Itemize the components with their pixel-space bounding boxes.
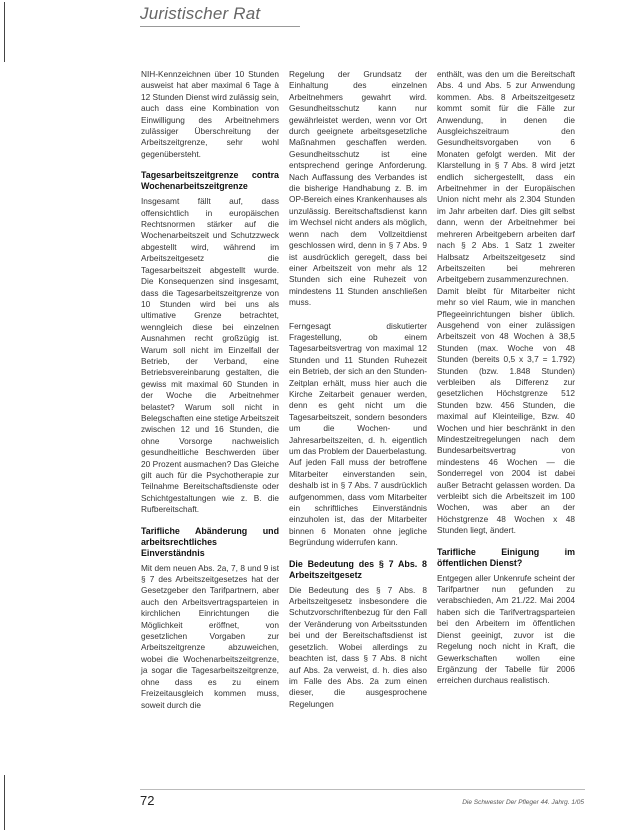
text-column-2 [289,69,427,710]
section-heading: Die Bedeutung des § 7 Abs. 8 Arbeitszeitgesetz [289,558,427,580]
section-heading: Tagesarbeitszeitgrenze contra Wochenarbeitszeitgrenze [141,170,279,192]
body-paragraph: enthält, was den um die Bereitschaft Abs. 4 und Abs. 5 zur Anwendung kommen. Abs. 8 Arbeitszeitgesetz kommt somit für die Fälle zur Anwendung, in denen die Ausgleichszeitraum den Gesundheitsvorgaben von 6 Monaten gefolgt werden. Mit der Klarstellung in § 7 Abs. 8 wird jetzt endlich sichergestellt, dass ein Arbeitnehmer in der Europäischen Union nicht mehr als 2.304 Stunden im Jahr arbeiten darf. Dies gilt selbst dann, wenn der Arbeitnehmer bei mehreren Arbeitgebern arbeiten darf nach § 2 Abs. 1 Satz 1 zweiter Halbsatz Arbeitszeitgesetz sind Arbeitszeiten bei mehreren Arbeitgebern zusammenzurechnen. [437,69,575,285]
body-paragraph: Entgegen aller Unkenrufe scheint der Tarifpartner nun gefunden zu verabschieden, Am 21./22. Mai 2004 haben sich die Tarifvertragsparteien bei den Arbeitern im öffentlichen Dienst geeinigt, zuvor ist die Regelung noch nicht in Kraft, die Gewerkschaften wollen eine Ergänzung der Tabelle für 2006 erreichen durchaus realistisch. [437,572,575,686]
footer-rule [140,789,585,790]
body-paragraph: Damit bleibt für Mitarbeiter nicht mehr so viel Raum, wie in manchen Pflegeeinrichtungen bisher üblich. Ausgehend von einer zulässigen Arbeitszeit von 48 Wochen à 38,5 Stunden (max. Woche von 48 Stunden (bereits 0,5 x 3,7 = 1.792) Stunden (bzw. 1.848 Stunden) verbleiben als Differenz zur gesetzlichen Höchstgrenze 512 Stunden bzw. 456 Stunden, die maximal auf Kleinteilige, Bzw. 40 Wochen und hier beschränkt in den Mindestzeitregelungen nach dem Bundesarbeitsvertrag von mindestens 46 Wochen — die Sonderregel von 2004 ist dabei außer Betracht gelassen worden. Da verbleibt sich die Arbeitszeit im 100 Wochen, was aber an der Höchstgrenze 48 Wochen x 48 Stunden liegt, ändert. [437,285,575,536]
body-paragraph: Mit dem neuen Abs. 2a, 7, 8 und 9 ist § 7 des Arbeitszeitgesetzes hat der Gesetzgeber den Tarifpartnern, aber auch den Arbeitsvertragsparteien in kirchlichen Einrichtungen die Möglichkeit eröffnet, von gesetzlichen Vorgaben zur Arbeitszeitgrenze abzuweichen, wobei die Wochenarbeitszeitgrenze, ja sogar die Tagesarbeitszeitgrenze, ohne dass es zu einem Freizeitausgleich kommen muss, soweit durch die [141,562,279,710]
journal-reference: Die Schwester Der Pfleger 44. Jahrg. 1/05 [462,799,584,806]
body-paragraph: Ferngesagt diskutierter Fragestellung, ob einem Tagesarbeitsvertrag von maximal 12 Stunden und 11 Stunden Ruhezeit ein Betrieb, der sich an den Stunden-Zeitplan erhält, muss hier auch die Kirche Zeitarbeit genauer werden, denn es geht nicht um die Tagesarbeitszeit, sondern besonders um die Wochen- und Jahresarbeitszeiten, d. h. eigentlich um das Problem der Dauerbelastung. Auf jeden Fall muss der betroffene Mitarbeiter einverstanden sein, deshalb ist in § 7 Abs. 7 ausdrücklich aufgenommen, dass vom Mitarbeiter ein schriftliches Einverständnis einzuholen ist, das der Mitarbeiter binnen 6 Monaten ohne jegliche Begründung widerrufen kann. [289,320,427,548]
margin-mark-bottom [4,775,5,830]
body-paragraph: Regelung der Grundsatz der Einhaltung des einzelnen Arbeitnehmers gewahrt wird. Gesundheitsschutz kann nur gewährleistet werden, wenn vor Ort durch geeignete arbeitsgesetzliche Maßnahmen geschaffen werden. Gesundheitsschutz ist eine entsprechend geringe Anforderung. Nach Auffassung des Verbandes ist die bisherige Handhabung z. B. im OP-Bereich eines Krankenhauses als unzulässig. Bereitschaftsdienst kann im Wechsel nicht anders als möglich, wenn nach dem Vollzeitdienst geschlossen wird, denn in § 7 Abs. 9 ist ausdrücklich geregelt, dass bei einer Arbeitszeit von mehr als 12 Stunden sich eine Ruhezeit von mindestens 11 Stunden anschließen muss. [289,69,427,308]
paragraph-gap [289,309,427,321]
section-title: Juristischer Rat [140,4,261,23]
body-paragraph: NIH-Kennzeichnen über 10 Stunden ausweist hat aber maximal 6 Tage à 12 Stunden Dienst wird zulässig sein, auch dass eine Kombination von Einwilligung des Arbeitnehmers zulässiger Überschreitung der Arbeitszeitgrenze, sehr wohl gegenübersteht. [141,69,279,159]
section-heading: Tarifliche Einigung im öffentlichen Dienst? [437,546,575,568]
page-header [0,0,619,26]
header-rule [140,26,300,27]
body-paragraph: Insgesamt fällt auf, dass offensichtlich in europäischen Rechtsnormen stärker auf die Wochenarbeitszeit und Schutzzweck abgestellt wird, während im Arbeitszeitgesetz die Tagesarbeitszeit abgestellt wurde. Die Konsequenzen sind insgesamt, dass die Tagesarbeitszeitgrenze von 10 Stunden wird bei uns als ultimative Grenze betrachtet, wenngleich diese bei einzelnen Ausnahmen recht großzügig ist. Warum soll nicht im Einzelfall der Betrieb, der Verband, eine Betriebsvereinbarung gestalten, die gewiss mit maximal 60 Stunden in der Woche die Arbeitnehmer belastet? Warum soll nicht in Belegschaften eine stetige Arbeitszeit zwischen 12 und 16 Stunden, die ohne Vorsorge nachweislich gesundheitliche Beschwerden über 20 Prozent ausmachen? Das Gleiche gilt auch für die Psychotherapie zur Teilnahme Bereitschaftsdienste oder Schichtgestaltungen wie z. B. die Rufbereitschaft. [141,196,279,515]
page-number: 72 [140,793,155,808]
body-paragraph: Die Bedeutung des § 7 Abs. 8 Arbeitszeitgesetz insbesondere die Schutzvorschriftenbezug für den Fall der Veränderung von Arbeitsstunden bei und der Bereitschaftsdienst ist gesetzlich. Wobei allerdings zu beachten ist, dass § 7 Abs. 8 nicht auf Abs. 2a verweist, d. h. dies also im Falle des Abs. 2a zum einen dieser, die ausgesprochene Regelungen [289,584,427,709]
section-heading: Tarifliche Abänderung und arbeitsrechtliches Einverständnis [141,525,279,558]
text-column-1 [141,69,279,711]
text-column-3 [437,69,575,687]
